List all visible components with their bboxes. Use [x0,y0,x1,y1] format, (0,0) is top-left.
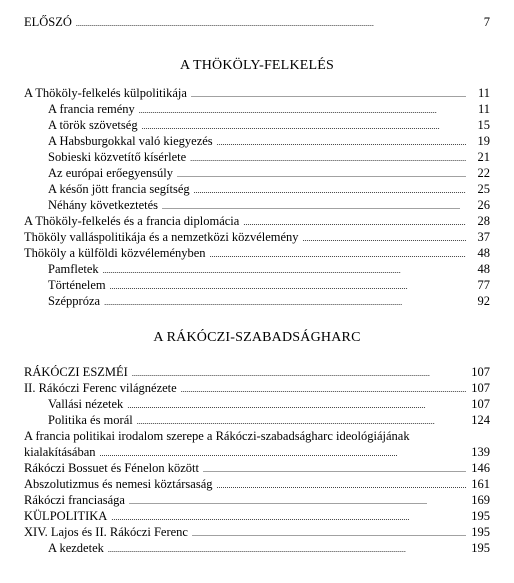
toc-entry-page: 7 [483,15,490,29]
toc-entry-page: 15 [477,118,490,132]
toc-entry-page: 25 [477,182,490,196]
toc-entry[interactable] [48,101,490,117]
toc-entry-page: 92 [477,294,490,308]
toc-entry[interactable] [48,117,490,133]
toc-entry-label-line1[interactable]: A francia politikai irodalom szerepe a Rákóczi-szabadságharc ideológiájának [24,429,410,443]
toc-entry-label: A Habsburgokkal való kiegyezés [48,134,213,148]
toc-entry[interactable] [48,396,490,412]
toc-entry-label: RÁKÓCZI ESZMÉI [24,365,128,379]
toc-entry-label: Sobieski közvetítő kísérlete [48,150,187,164]
toc-entry[interactable] [48,277,490,293]
toc-entry-page: 161 [471,477,490,491]
toc-entry-page: 169 [471,493,490,507]
toc-entry[interactable] [48,165,490,181]
toc-entry-label: Pamfletek [48,262,99,276]
section-title-rakoczi: A RÁKÓCZI-SZABADSÁGHARC [153,330,361,345]
toc-entry-label: Abszolutizmus és nemesi köztársaság [24,477,213,491]
toc-entry-page: 107 [471,381,490,395]
toc-entry[interactable] [24,245,490,261]
toc-entry[interactable] [24,380,490,396]
toc-entry[interactable] [48,261,490,277]
toc-entry[interactable] [48,133,490,149]
toc-entry-label: Az európai erőegyensúly [48,166,173,180]
toc-entry[interactable] [48,412,490,428]
toc-entry-label: A francia remény [48,102,135,116]
toc-entry-page: 77 [477,278,490,292]
toc-entry-label: A Thököly-felkelés és a francia diplomácia [24,214,240,228]
toc-entry-page: 195 [471,541,490,555]
toc-entry[interactable] [24,460,490,476]
toc-entry-label: Thököly valláspolitikája és a nemzetközi közvélemény [24,230,299,244]
toc-entry-label: XIV. Lajos és II. Rákóczi Ferenc [24,525,188,539]
toc-entry-page: 195 [471,509,490,523]
dot-leader [108,540,466,558]
toc-entry-label: A későn jött francia segítség [48,182,190,196]
toc-entry[interactable] [48,540,490,556]
toc-entry[interactable] [48,197,490,213]
toc-entry-label: Néhány következtetés [48,198,159,212]
dot-leader [76,14,466,32]
toc-entry[interactable] [48,181,490,197]
toc-entry[interactable] [48,149,490,165]
toc-entry-page: 19 [477,134,490,148]
toc-entry[interactable] [24,444,490,460]
toc-entry-page: 48 [477,262,490,276]
toc-entry-page: 26 [477,198,490,212]
toc-entry-label: A kezdetek [48,541,104,555]
toc-entry[interactable] [48,293,490,309]
toc-entry-label: ELŐSZÓ [24,15,72,29]
toc-entry-page: 11 [477,102,490,116]
toc-entry-label: KÜLPOLITIKA [24,509,108,523]
toc-entry-label: A Thököly-felkelés külpolitikája [24,86,187,100]
toc-entry-label: Rákóczi franciasága [24,493,125,507]
toc-entry[interactable] [24,364,490,380]
toc-entry-label: II. Rákóczi Ferenc világnézete [24,381,177,395]
toc-entry[interactable] [24,476,490,492]
toc-entry-label: Politika és morál [48,413,133,427]
toc-entry[interactable] [24,85,490,101]
toc-entry-page: 139 [471,445,490,459]
toc-entry[interactable] [24,492,490,508]
toc-entry-preface[interactable] [24,14,490,30]
toc-entry-label: A török szövetség [48,118,138,132]
toc-entry[interactable] [24,213,490,229]
toc-entry[interactable] [24,508,490,524]
toc-entry-page: 146 [471,461,490,475]
toc-entry-label: Rákóczi Bossuet és Fénelon között [24,461,199,475]
toc-entry-label-line2: kialakításában [24,445,96,459]
toc-entry[interactable] [24,229,490,245]
toc-entry-page: 195 [471,525,490,539]
dot-leader [104,293,466,311]
toc-entry-page: 124 [471,413,490,427]
toc-entry-page: 11 [477,86,490,100]
toc-entry-page: 22 [477,166,490,180]
toc-entry-page: 48 [477,246,490,260]
toc-entry-page: 28 [477,214,490,228]
toc-entry-page: 107 [471,365,490,379]
toc-entry-label: Történelem [48,278,106,292]
toc-entry[interactable] [24,524,490,540]
toc-entry-page: 37 [477,230,490,244]
toc-entry-page: 21 [477,150,490,164]
toc-entry-label: Vallási nézetek [48,397,124,411]
toc-entry-page: 107 [471,397,490,411]
section-title-thokoly: A THÖKÖLY-FELKELÉS [180,58,334,73]
toc-entry-label: Széppróza [48,294,101,308]
toc-entry-label: Thököly a külföldi közvéleményben [24,246,206,260]
